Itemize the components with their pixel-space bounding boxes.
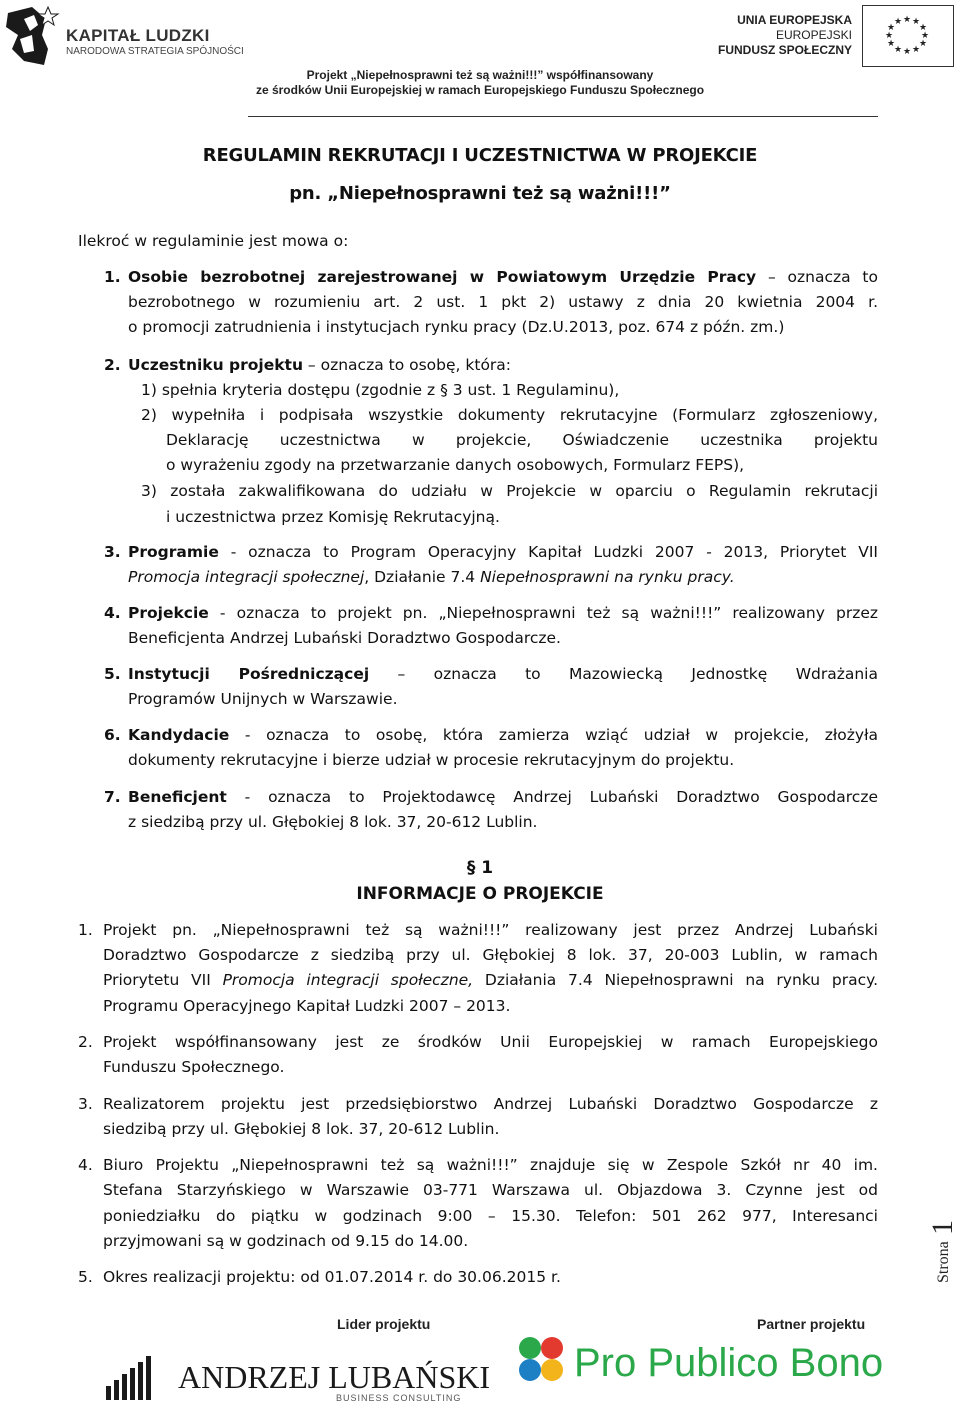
kapital-ludzki-subtitle: NARODOWA STRATEGIA SPÓJNOŚCI [66,46,244,57]
partner-logo [516,1334,884,1388]
page-number-label: Strona [935,1241,952,1283]
definition-4-line-1 [128,603,878,623]
page-number [926,1210,959,1285]
info-3-number: 3. [78,1095,93,1113]
info-2-number: 2. [78,1033,93,1051]
eu-line-3: FUNDUSZ SPOŁECZNY [717,43,852,57]
definition-1-term: Osobie bezrobotnej zarejestrowanej w Powiatowym Urzędzie Pracy [128,268,757,286]
kapital-ludzki-title: KAPITAŁ LUDZKI [66,26,210,45]
info-1-line-1: Projekt pn. „Niepełnosprawni też są ważni!!!” realizowany jest przez Andrzej Lubański [103,921,878,939]
definition-2-number: 2. [104,356,121,374]
definition-6-term: Kandydacie [128,726,230,744]
document-subtitle: pn. „Niepełnosprawni też są ważni!!!” [289,183,671,204]
definition-2-rest: – oznacza to osobę, która: [303,356,512,374]
svg-text:★: ★ [893,17,903,27]
info-4-number: 4. [78,1156,93,1174]
partner-logo-flower-icon [519,1337,563,1381]
definition-7-line-1 [128,787,878,807]
definition-1-line-1 [128,267,878,287]
svg-text:★: ★ [911,17,921,27]
info-3-line-2: siedzibą przy ul. Głębokiej 8 lok. 37, 20-612 Lublin. [103,1120,500,1138]
svg-text:★: ★ [918,23,928,33]
definition-4-rest: - oznacza to projekt pn. „Niepełnosprawni też są ważni!!!” realizowany przez [208,604,878,622]
svg-text:★: ★ [886,39,896,49]
header-divider [248,116,878,117]
eu-line-1: UNIA EUROPEJSKA [737,13,852,27]
definition-3-term: Programie [128,543,219,561]
definition-5-rest: – oznacza to Mazowiecką Jednostkę Wdrażania [369,665,878,683]
info-1-line-4: Programu Operacyjnego Kapitał Ludzki 2007 – 2013. [103,997,511,1015]
info-2-line-1: Projekt współfinansowany jest ze środków Unii Europejskiej w ramach Europejskiego [103,1033,878,1051]
svg-text:★: ★ [918,39,928,49]
info-3-line-1: Realizatorem projektu jest przedsiębiorstwo Andrzej Lubański Doradztwo Gospodarcze z [103,1095,878,1113]
definition-4-term: Projekcie [128,604,209,622]
definition-5-number: 5. [104,665,121,683]
section-1-symbol: § 1 [466,858,494,878]
info-5-line-1: Okres realizacji projektu: od 01.07.2014 r. do 30.06.2015 r. [103,1268,561,1286]
info-1-line-3-b: Działania 7.4 Niepełnosprawni na rynku pracy. [473,971,878,989]
definition-6-line-1 [128,725,878,745]
leader-logo-name: ANDRZEJ LUBAŃSKI [178,1359,490,1395]
page-number-value: 1 [926,1220,959,1235]
definition-3-number: 3. [104,543,121,561]
definition-1-rest: – oznacza to [767,268,878,286]
definition-5-term: Instytucji Pośredniczącej [128,665,370,683]
document-title: REGULAMIN REKRUTACJI I UCZESTNICTWA W PROJEKCIE [202,145,758,166]
info-1-line-2: Doradztwo Gospodarcze z siedzibą przy ul. Głębokiej 8 lok. 37, 20-003 Lublin, w ramach [103,946,878,964]
definition-4-line-2: Beneficjenta Andrzej Lubański Doradztwo Gospodarcze. [128,629,561,647]
definition-2-sub-2-line-2: Deklarację uczestnictwa w projekcie, Oświadczenie uczestnika projektu [166,431,878,449]
intro-text: Ilekroć w regulaminie jest mowa o: [78,232,349,250]
definition-3-line-1 [128,542,878,562]
svg-text:★: ★ [893,45,903,55]
svg-text:★: ★ [884,31,894,41]
definition-5-line-1 [128,664,878,684]
leader-logo-tagline: BUSINESS CONSULTING [336,1393,462,1403]
eu-flag-icon [862,5,954,67]
definition-2-sub-2-line-3: o wyrażeniu zgody na przetwarzanie danych osobowych, Formularz FEPS), [166,456,745,474]
svg-text:★: ★ [902,15,912,25]
definition-3-rest: - oznacza to Program Operacyjny Kapitał Ludzki 2007 - 2013, Priorytet VII [218,543,878,561]
definition-6-number: 6. [104,726,121,744]
definition-2-term: Uczestniku projektu [128,356,303,374]
definition-2-sub-3-line-2: i uczestnictwa przez Komisję Rekrutacyjną. [166,508,500,526]
definition-3-mid: , Działanie 7.4 [364,568,481,586]
info-2-line-2: Funduszu Społecznego. [103,1058,285,1076]
svg-text:★: ★ [886,23,896,33]
info-1-line-3-italic: Promocja integracji społeczne, [222,971,474,989]
leader-label: Lider projektu [337,1316,431,1332]
info-4-line-1: Biuro Projektu „Niepełnosprawni też są ważni!!!” znajduje się w Zespole Szkół nr 40 im. [103,1156,878,1174]
definition-7-rest: - oznacza to Projektodawcę Andrzej Lubański Doradztwo Gospodarcze [226,788,878,806]
leader-logo-bars-icon [104,1348,490,1404]
info-4-line-4: przyjmowani są w godzinach od 9.15 do 14.00. [103,1232,469,1250]
definition-2-sub-3-line-1: 3) została zakwalifikowana do udziału w Projekcie w oparciu o Regulamin rekrutacji [141,482,878,500]
definition-3-italic-1: Promocja integracji społecznej [128,568,365,586]
definition-6-rest: - oznacza to osobę, która zamierza wziąć udział w projekcie, złożyła [229,726,878,744]
definition-3-italic-2: Niepełnosprawni na rynku pracy. [480,568,735,586]
header-project-line-2: ze środków Unii Europejskiej w ramach Europejskiego Funduszu Społecznego [255,83,705,97]
svg-text:★: ★ [911,45,921,55]
info-1-line-3 [103,970,878,990]
definition-1-line-2: bezrobotnego w rozumieniu art. 2 ust. 1 pkt 2) ustawy z dnia 20 kwietnia 2004 r. [128,293,878,311]
definition-5-line-2: Programów Unijnych w Warszawie. [128,690,398,708]
info-4-line-3: poniedziałku do piątku w godzinach 9:00 – 15.30. Telefon: 501 262 977, Interesanci [103,1207,878,1225]
header-project-line-1: Projekt „Niepełnosprawni też są ważni!!!” współfinansowany [306,68,654,82]
eu-line-2: EUROPEJSKI [775,28,852,42]
info-1-line-3-a: Priorytetu VII [103,971,223,989]
info-1-number: 1. [78,921,93,939]
info-4-line-2: Stefana Starzyńskiego w Warszawie 03-771 Warszawa ul. Objazdowa 3. Czynne jest od [103,1181,878,1199]
definition-1-line-3: o promocji zatrudnienia i instytucjach rynku pracy (Dz.U.2013, poz. 674 z późn. zm.) [128,318,785,336]
definition-4-number: 4. [104,604,121,622]
partner-logo-name: Pro Publico Bono [574,1341,884,1385]
eu-fund-label [700,13,852,58]
definition-2-sub-2-line-1: 2) wypełniła i podpisała wszystkie dokumenty rekrutacyjne (Formularz zgłoszeniowy, [141,406,878,424]
definition-1-number: 1. [104,268,121,286]
section-1-heading: INFORMACJE O PROJEKCIE [356,884,604,904]
definition-7-number: 7. [104,788,121,806]
definition-2-line-1 [128,355,511,375]
partner-label: Partner projektu [757,1316,866,1332]
svg-text:★: ★ [902,47,912,57]
leader-logo [104,1348,490,1404]
definition-3-line-2 [128,567,735,587]
definition-6-line-2: dokumenty rekrutacyjne i bierze udział w procesie rekrutacyjnym do projektu. [128,751,735,769]
definition-2-sub-1: 1) spełnia kryteria dostępu (zgodnie z § 3 ust. 1 Regulaminu), [141,381,620,399]
info-5-number: 5. [78,1268,93,1286]
svg-text:★: ★ [920,31,930,41]
definition-7-line-2: z siedzibą przy ul. Głębokiej 8 lok. 37, 20-612 Lublin. [128,813,538,831]
kapital-ludzki-emblem-icon [4,5,64,69]
definition-7-term: Beneficjent [128,788,227,806]
